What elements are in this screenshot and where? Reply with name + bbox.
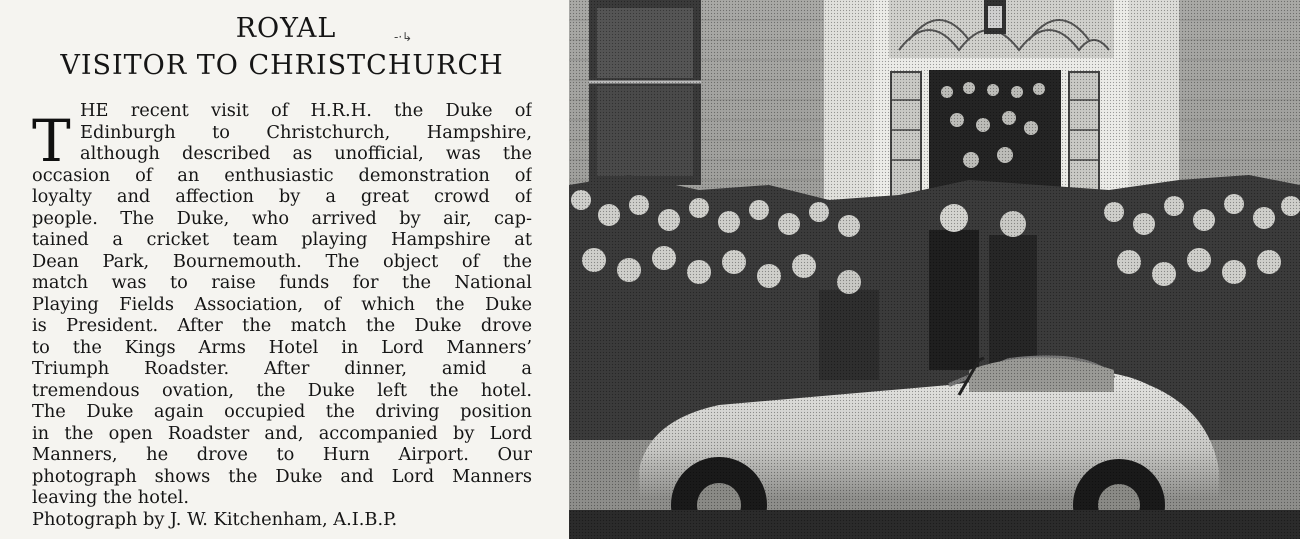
body-line: Triumph Roadster. After dinner, amid a xyxy=(32,358,532,379)
body-line: in the open Roadster and, accompanied by Lord xyxy=(32,422,532,444)
body-line: people. The Duke, who arrived by air, cap- xyxy=(32,207,532,229)
body-line: photograph shows the Duke and Lord Manners xyxy=(32,465,532,487)
body-line: to the Kings Arms Hotel in Lord Manners’ xyxy=(32,336,532,358)
body-line: occasion of an enthusiastic demonstration of xyxy=(32,164,532,186)
scan-mark-icon: -·↳ xyxy=(394,30,413,44)
headline-line-2: VISITOR TO CHRISTCHURCH xyxy=(60,50,504,81)
photo-halftone-icon xyxy=(569,0,1300,539)
body-line: Manners, he drove to Hurn Airport. Our xyxy=(32,444,532,465)
body-line: Playing Fields Association, of which the Duke xyxy=(32,293,532,315)
body-line: although described as unofficial, was the xyxy=(80,143,532,164)
article-column xyxy=(32,12,532,530)
body-line: loyalty and affection by a great crowd of xyxy=(32,186,532,207)
body-line: match was to raise funds for the National xyxy=(32,272,532,293)
body-line: tained a cricket team playing Hampshire at xyxy=(32,229,532,250)
news-photograph xyxy=(569,0,1300,539)
drop-cap: T xyxy=(32,107,71,175)
body-line: Edinburgh to Christchurch, Hampshire, xyxy=(80,121,532,143)
body-line: HE recent visit of H.R.H. the Duke of xyxy=(80,100,532,121)
body-line: is President. After the match the Duke drove xyxy=(32,315,532,336)
body-line: tremendous ovation, the Duke left the hotel. xyxy=(32,379,532,401)
body-line: Dean Park, Bournemouth. The object of the xyxy=(32,250,532,272)
body-line: leaving the hotel. xyxy=(32,487,189,508)
photo-credit: Photograph by J. W. Kitchenham, A.I.B.P. xyxy=(32,508,398,530)
article-body xyxy=(32,100,532,530)
body-line: The Duke again occupied the driving position xyxy=(32,401,532,422)
headline-line-1: ROYAL xyxy=(235,13,337,44)
